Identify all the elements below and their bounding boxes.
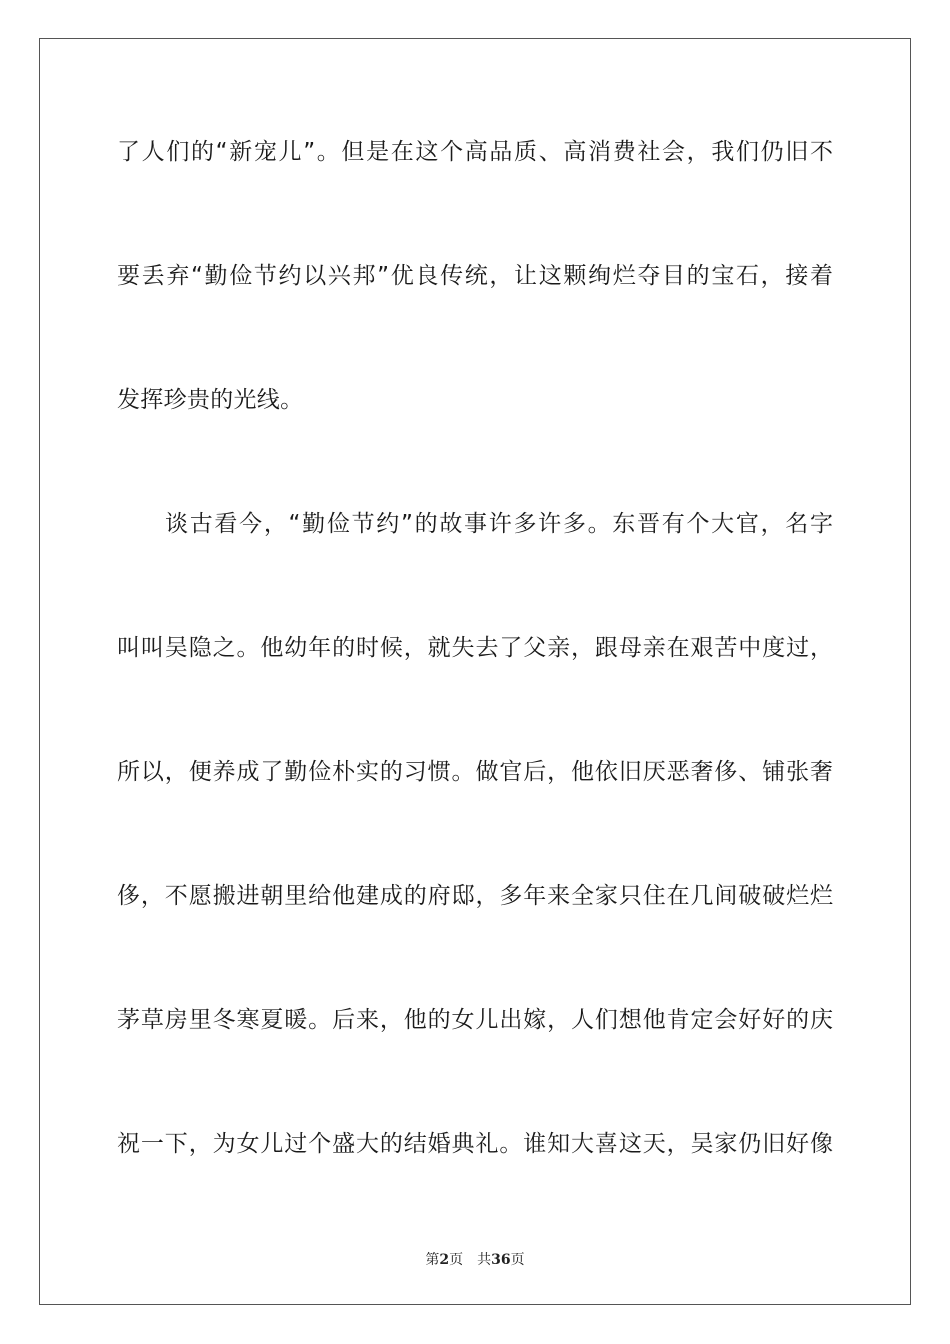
body-text-line: 叫叫吴隐之。他幼年的时候，就失去了父亲，跟母亲在艰苦中度过， <box>117 635 834 661</box>
page-number-current: 2 <box>439 1252 450 1268</box>
page-border <box>39 38 911 1305</box>
body-text-line: 祝一下，为女儿过个盛大的结婚典礼。谁知大喜这天，吴家仍旧好像 <box>117 1131 834 1157</box>
page-number-total: 36 <box>491 1252 511 1268</box>
body-text-line: 要丢弃“勤俭节约以兴邦”优良传统，让这颗绚烂夺目的宝石，接着 <box>117 263 835 289</box>
body-text-line: 了人们的“新宠儿”。但是在这个高品质、高消费社会，我们仍旧不 <box>117 139 835 165</box>
body-text-line: 茅草房里冬寒夏暖。后来，他的女儿出嫁，人们想他肯定会好好的庆 <box>117 1007 834 1033</box>
body-text-line: 发挥珍贵的光线。 <box>117 387 304 413</box>
body-text-line: 侈，不愿搬进朝里给他建成的府邸，多年来全家只住在几间破破烂烂 <box>117 883 834 909</box>
body-text-line: 所以，便养成了勤俭朴实的习惯。做官后，他依旧厌恶奢侈、铺张奢 <box>117 759 834 785</box>
page-total-prefix: 共 <box>477 1252 492 1268</box>
body-text-line: 谈古看今，“勤俭节约”的故事许多许多。东晋有个大官，名字 <box>165 511 835 537</box>
page-footer <box>0 1249 950 1269</box>
page-total-suffix: 页 <box>510 1252 525 1268</box>
page-number-prefix: 第 <box>425 1252 440 1268</box>
page-number-suffix: 页 <box>449 1252 464 1268</box>
